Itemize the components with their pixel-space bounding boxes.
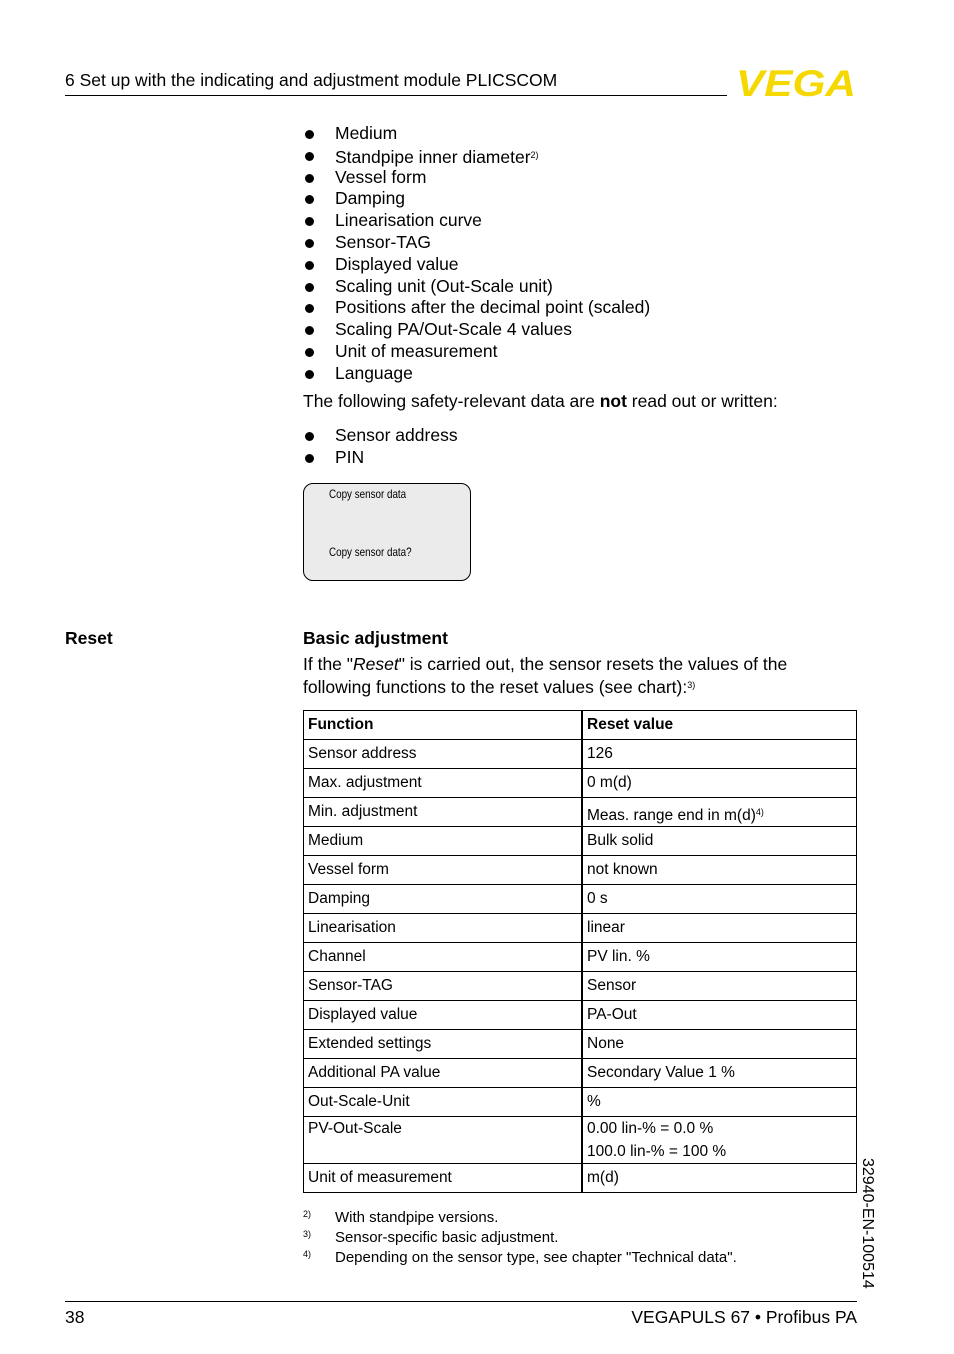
cell-reset-value: PV lin. %	[582, 943, 857, 972]
display-line-title: Copy sensor data	[329, 487, 407, 501]
list-item: Unit of measurement	[303, 341, 650, 363]
table-row	[304, 740, 857, 769]
plicscom-display	[303, 483, 471, 581]
cell-function: Medium	[304, 827, 583, 856]
table-row	[304, 1164, 857, 1193]
table-header-row	[304, 711, 857, 740]
list-item: Scaling unit (Out-Scale unit)	[303, 276, 650, 298]
svg-text:VEGA: VEGA	[736, 66, 856, 98]
table-row	[304, 1030, 857, 1059]
cell-reset-value: Sensor	[582, 972, 857, 1001]
table-row	[304, 943, 857, 972]
cell-function: Vessel form	[304, 856, 583, 885]
cell-reset-value: 126	[582, 740, 857, 769]
header-rule	[65, 95, 727, 96]
reset-intro: If the "Reset" is carried out, the sensor resets the values of the following functions to the reset values (see chart):$^{3)}$	[303, 654, 788, 697]
cell-reset-value: m(d)	[582, 1164, 857, 1193]
cell-reset-value: Meas. range end in m(d)$^{4)}$	[582, 798, 857, 827]
cell-reset-value: %	[582, 1088, 857, 1117]
list-item: Standpipe inner diameter$^{2)}$	[303, 145, 650, 167]
list-item: Vessel form	[303, 167, 650, 189]
list-item: Sensor-TAG	[303, 232, 650, 254]
cell-function: Additional PA value	[304, 1059, 583, 1088]
header-function: Function	[304, 711, 583, 740]
cell-function: Linearisation	[304, 914, 583, 943]
list-item: Displayed value	[303, 254, 650, 276]
cell-function: Unit of measurement	[304, 1164, 583, 1193]
list-item: Damping	[303, 188, 650, 210]
section-heading: Basic adjustment	[303, 628, 448, 648]
cell-reset-value: None	[582, 1030, 857, 1059]
footer-product: VEGAPULS 67 • Profibus PA	[631, 1307, 857, 1327]
table-row	[304, 856, 857, 885]
table-row	[304, 1059, 857, 1088]
list-item: Medium	[303, 123, 650, 145]
footnote-ref: 4)	[755, 807, 764, 817]
footnote-ref: 2)	[530, 149, 539, 160]
header-reset-value: Reset value	[582, 711, 857, 740]
settings-list	[303, 123, 650, 385]
cell-reset-value: not known	[582, 856, 857, 885]
cell-function: Displayed value	[304, 1001, 583, 1030]
table-row	[304, 769, 857, 798]
display-line-question: Copy sensor data?	[329, 545, 412, 559]
table-row	[304, 1117, 857, 1164]
cell-reset-value: 0.00 lin-% = 0.0 % 100.0 lin-% = 100 %	[582, 1117, 857, 1164]
cell-function: Sensor address	[304, 740, 583, 769]
table-row	[304, 798, 857, 827]
table-row	[304, 972, 857, 1001]
vega-logo	[735, 66, 857, 98]
reset-values-table	[303, 710, 857, 1193]
list-item: Linearisation curve	[303, 210, 650, 232]
table-row	[304, 1001, 857, 1030]
cell-reset-value: 0 s	[582, 885, 857, 914]
list-item: Language	[303, 363, 650, 385]
list-item: Scaling PA/Out-Scale 4 values	[303, 319, 650, 341]
cell-function: Damping	[304, 885, 583, 914]
cell-reset-value: Secondary Value 1 %	[582, 1059, 857, 1088]
table-row	[304, 914, 857, 943]
list-item: Sensor address	[303, 425, 458, 447]
header-title: 6 Set up with the indicating and adjustment module PLICSCOM	[65, 70, 558, 90]
list-item: Positions after the decimal point (scaled)	[303, 297, 650, 319]
table-row	[304, 885, 857, 914]
cell-reset-value: PA-Out	[582, 1001, 857, 1030]
list-item: PIN	[303, 447, 458, 469]
cell-function: Sensor-TAG	[304, 972, 583, 1001]
cell-function: Min. adjustment	[304, 798, 583, 827]
table-row	[304, 827, 857, 856]
cell-function: Out-Scale-Unit	[304, 1088, 583, 1117]
cell-function: Max. adjustment	[304, 769, 583, 798]
document-code: 32940-EN-100514	[859, 1158, 876, 1289]
safety-list	[303, 425, 458, 469]
safety-paragraph: The following safety-relevant data are not read out or written:	[303, 391, 778, 411]
footer-rule	[65, 1301, 857, 1302]
table-row	[304, 1088, 857, 1117]
cell-function: Extended settings	[304, 1030, 583, 1059]
cell-function: Channel	[304, 943, 583, 972]
cell-function: PV-Out-Scale	[304, 1117, 583, 1164]
cell-reset-value: Bulk solid	[582, 827, 857, 856]
cell-reset-value: 0 m(d)	[582, 769, 857, 798]
side-heading: Reset	[65, 628, 113, 648]
page-number: 38	[65, 1307, 85, 1327]
cell-reset-value: linear	[582, 914, 857, 943]
